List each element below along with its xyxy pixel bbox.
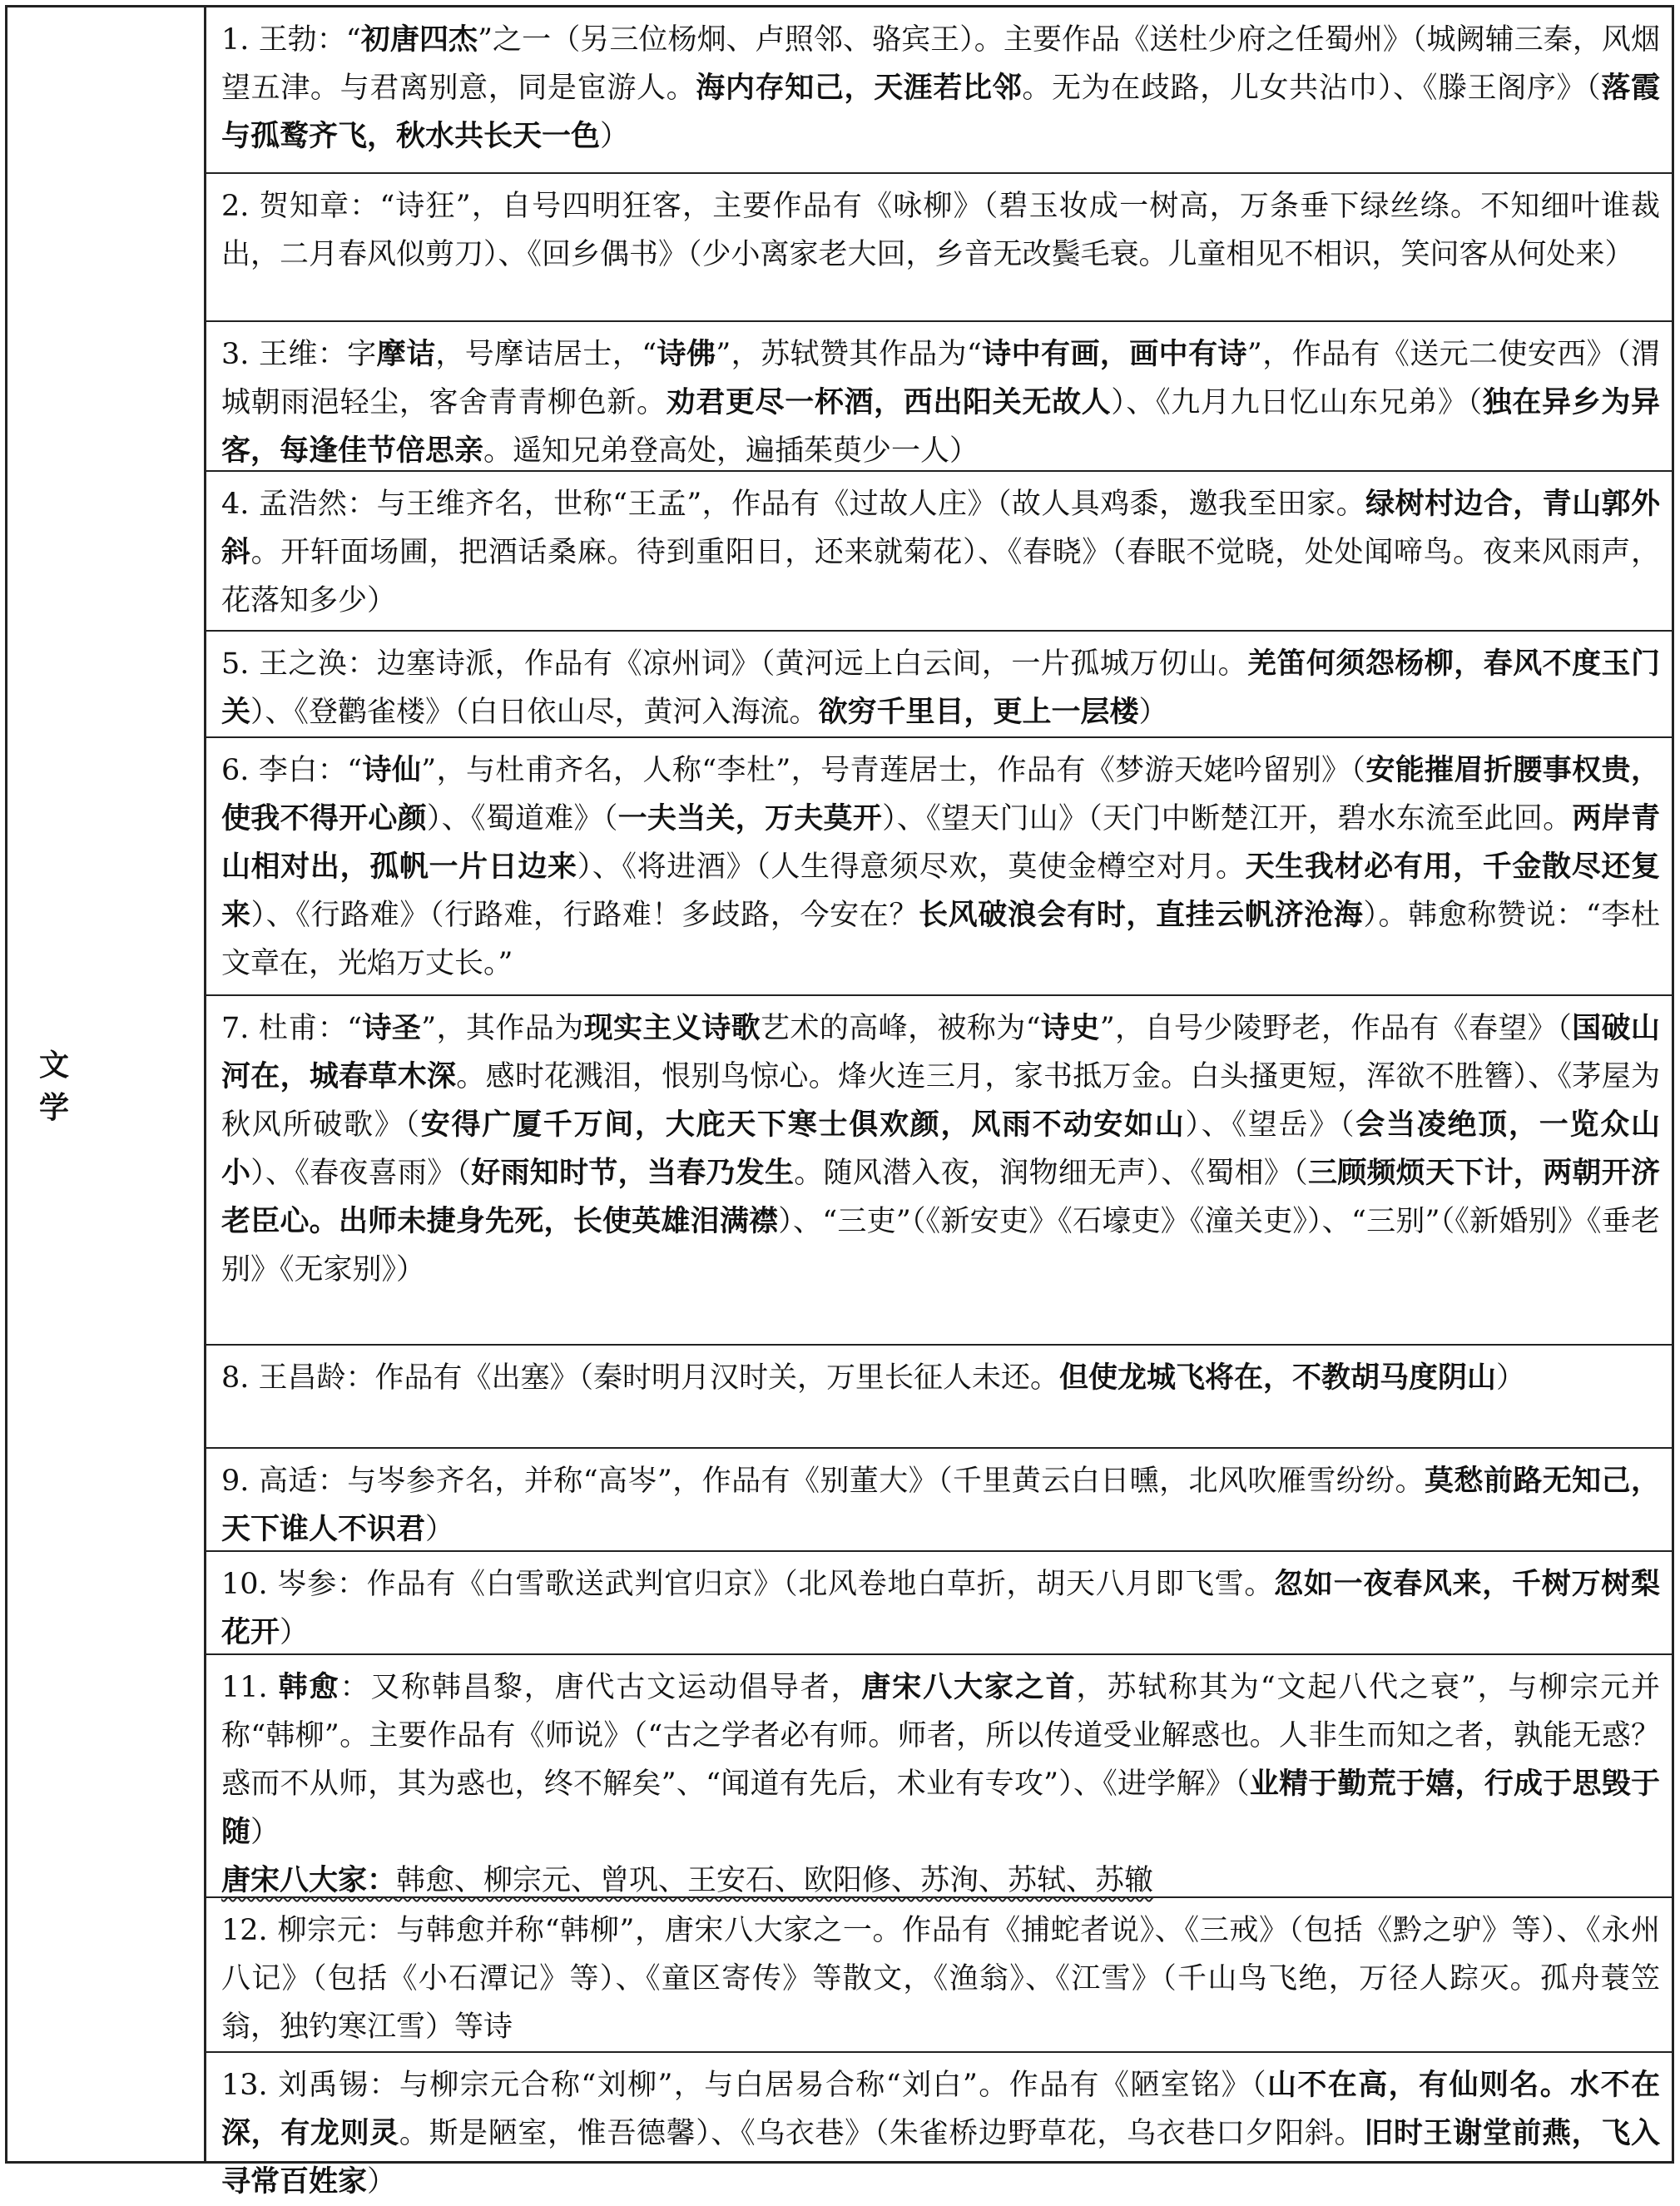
note-text: 韩愈、柳宗元、曾巩、王安石、欧阳修、苏洵、苏轼、苏辙	[396, 1864, 1154, 1897]
highlight-text: 诗佛	[657, 338, 716, 371]
entry-text: ”，其作品为	[421, 1012, 584, 1045]
note-label: 唐宋八大家：	[221, 1864, 397, 1897]
highlight-text: 安得广厦千万间，大庇天下寒士俱欢颜，风雨不动安如山	[420, 1108, 1186, 1142]
highlight-text: 山不在高，有仙则名。水不在深，有龙则灵	[221, 2069, 1660, 2150]
entry-text: 4. 孟浩然：与王维齐名，世称“王孟”，作品有《过故人庄》（故人具鸡黍，邀我至田家。	[221, 488, 1366, 521]
highlight-text: 两岸青山相对出，孤帆一片日边来	[221, 802, 1660, 884]
entry-text: ）	[280, 1616, 310, 1649]
entry-text: 2. 贺知章：“诗狂”，自号四明狂客，主要作品有《咏柳》（碧玉妆成一树高，万条垂下绿丝绦。不知细叶谁裁出，二月春风似剪刀）、《回乡偶书》（少小离家老大回，乡音无改鬓毛衰。儿童相见不相识，笑问客从何处来）	[221, 190, 1660, 271]
entry-li-bai	[206, 738, 1672, 996]
entry-text: ）。韩愈称赞说：“李杜文章在，光焰万丈长。”	[221, 899, 1660, 980]
entry-text: ”之一（另三位杨炯、卢照邻、骆宾王）。主要作品《送杜少府之任蜀州》（城阙辅三秦，风烟望五津。与君离别意，同是宦游人。	[221, 23, 1660, 105]
highlight-text: 独在异乡为异客，每逢佳节倍思亲	[221, 386, 1660, 468]
entry-he-zhizhang	[206, 174, 1672, 322]
highlight-text: 劝君更尽一杯酒，西出阳关无故人	[666, 386, 1112, 419]
entry-text: ）	[1138, 696, 1168, 729]
entry-text: 8. 王昌龄：作品有《出塞》（秦时明月汉时关，万里长征人未还。	[221, 1361, 1060, 1395]
entry-text: 6. 李白：“	[221, 754, 363, 787]
category-label: 文 学	[39, 1048, 102, 1125]
highlight-text: 唐宋八大家之首	[861, 1671, 1077, 1704]
highlight-text: 忽如一夜春风来，千树万树梨花开	[221, 1568, 1660, 1649]
highlight-text: 摩诘	[376, 338, 436, 371]
highlight-text: 落霞与孤鹜齐飞，秋水共长天一色	[221, 72, 1660, 153]
entry-text: 。无为在歧路，儿女共沾巾）、《滕王阁序》（	[1022, 72, 1602, 105]
literature-table	[5, 5, 1674, 2199]
entry-text: 12. 柳宗元：与韩愈并称“韩柳”，唐宋八大家之一。作品有《捕蛇者说》、《三戒》（包括《黔之驴》等）、《永州八记》（包括《小石潭记》等）、《童区寄传》等散文，《渔翁》、《江雪》（千山鸟飞绝，万径人踪灭。孤舟蓑笠翁，独钓寒江雪）等诗	[221, 1914, 1660, 2044]
entry-liu-yuxi	[206, 2053, 1672, 2199]
highlight-text: 天生我材必有用，千金散尽还复来	[221, 850, 1660, 932]
entry-text: ”，自号少陵野老，作品有《春望》（	[1099, 1012, 1573, 1045]
highlight-text: 诗仙	[362, 754, 422, 787]
entry-liu-zongyuan	[206, 1898, 1672, 2053]
entry-text: 11.	[221, 1671, 279, 1704]
entries-column	[206, 7, 1672, 2199]
entry-text: 5. 王之涣：边塞诗派，作品有《凉州词》（黄河远上白云间，一片孤城万仞山。	[221, 647, 1248, 681]
highlight-text: 羌笛何须怨杨柳，春风不度玉门关	[221, 647, 1660, 729]
entry-text: ）、《将进酒》（人生得意须尽欢，莫使金樽空对月。	[577, 850, 1246, 884]
entry-text: ）	[1496, 1361, 1526, 1395]
entry-text: ）、《蜀道难》（	[426, 802, 618, 835]
entry-text: ）、《望岳》（	[1185, 1108, 1356, 1142]
entry-text: 。感时花溅泪，恨别鸟惊心。烽火连三月，家书抵万金。白头搔更短，浑欲不胜簪）、《茅屋为秋风所破歌》（	[221, 1060, 1660, 1142]
entry-wang-bo	[206, 7, 1672, 174]
highlight-text: 会当凌绝顶，一览众山小	[221, 1108, 1660, 1190]
highlight-text: 一夫当关，万夫莫开	[617, 802, 883, 835]
entry-text: ）、《望天门山》（天门中断楚江开，碧水东流至此回。	[882, 802, 1573, 835]
entry-text: 。随风潜入夜，润物细无声）、《蜀相》（	[794, 1157, 1308, 1190]
entry-text: ”，作品有《送元二使安西》（渭城朝雨浥轻尘，客舍青青柳色新。	[221, 338, 1660, 419]
entry-wang-zhihuan	[206, 632, 1672, 738]
entry-text: ）、《行路难》（行路难，行路难！多歧路，今安在？	[250, 899, 919, 932]
highlight-text: 绿树村边合，青山郭外斜	[221, 488, 1660, 569]
entry-text: 。斯是陋室，惟吾德馨）、《乌衣巷》（朱雀桥边野草花，乌衣巷口夕阳斜。	[399, 2117, 1365, 2150]
entry-text: ）、“三吏”（《新安吏》《石壕吏》《潼关吏》）、“三别”（《新婚别》《垂老别》《无家别》）	[221, 1205, 1660, 1286]
highlight-text: 现实主义诗歌	[583, 1012, 761, 1045]
entry-text: 3. 王维：字	[221, 338, 377, 371]
entry-wang-changling	[206, 1346, 1672, 1449]
entry-text: 1. 王勃：“	[221, 23, 361, 57]
highlight-text: 韩愈	[278, 1671, 340, 1704]
entry-cen-shen	[206, 1552, 1672, 1655]
highlight-text: 旧时王谢堂前燕，飞入寻常百姓家	[221, 2117, 1660, 2199]
entry-text: 9. 高适：与岑参齐名，并称“高岑”，作品有《别董大》（千里黄云白日曛，北风吹雁雪纷纷。	[221, 1465, 1425, 1498]
highlight-text: 欲穷千里目，更上一层楼	[818, 696, 1139, 729]
entry-text: ）	[600, 120, 630, 153]
entry-text: ”，与杜甫齐名，人称“李杜”，号青莲居士，作品有《梦游天姥吟留别》（	[421, 754, 1366, 787]
entry-text: ）、《春夜喜雨》（	[250, 1157, 472, 1190]
entry-text: ”，苏轼赞其作品为“	[716, 338, 982, 371]
entry-text: 7. 杜甫：“	[221, 1012, 363, 1045]
entry-text: ）	[425, 1513, 455, 1546]
entry-text: 艺术的高峰，被称为“	[761, 1012, 1041, 1045]
entry-han-yu	[206, 1655, 1672, 1898]
highlight-text: 但使龙城飞将在，不教胡马度阴山	[1059, 1361, 1497, 1395]
entry-wang-wei	[206, 322, 1672, 472]
highlight-text: 长风破浪会有时，直挂云帆济沧海	[919, 899, 1364, 932]
entry-text: 13. 刘禹锡：与柳宗元合称“刘柳”，与白居易合称“刘白”。作品有《陋室铭》（	[221, 2069, 1267, 2102]
entry-text: 。遥知兄弟登高处，遍插茱萸少一人）	[483, 434, 979, 468]
entry-text: ，苏轼称其为“文起八代之衰”，与柳宗元并称“韩柳”。主要作品有《师说》（“古之学者必有师。师者，所以传道受业解惑也。人非生而知之者，孰能无惑？惑而不从师，其为惑也，终不解矣”、“闻道有先后，术业有专攻”）、《进学解》（	[221, 1671, 1660, 1801]
entry-meng-haoran	[206, 472, 1672, 632]
category-cell	[7, 7, 206, 2161]
entry-text: ）	[250, 1816, 280, 1849]
highlight-text: 好雨知时节，当春乃发生	[471, 1157, 795, 1190]
highlight-text: 业精于勤荒于嬉，行成于思毁于随	[221, 1767, 1660, 1849]
entry-text: ，号摩诘居士，“	[435, 338, 657, 371]
highlight-text: 三顾频烦天下计，两朝开济老臣心。出师未捷身先死，长使英雄泪满襟	[221, 1157, 1660, 1238]
highlight-text: 诗史	[1040, 1012, 1100, 1045]
entry-text: ：又称韩昌黎，唐代古文运动倡导者，	[339, 1671, 862, 1704]
entry-du-fu	[206, 996, 1672, 1346]
highlight-text: 初唐四杰	[360, 23, 478, 57]
highlight-text: 诗中有画，画中有诗	[981, 338, 1247, 371]
highlight-text: 安能摧眉折腰事权贵，使我不得开心颜	[221, 754, 1660, 835]
highlight-text: 诗圣	[362, 1012, 422, 1045]
highlight-text: 国破山河在，城春草木深	[221, 1012, 1660, 1093]
entry-gao-shi	[206, 1449, 1672, 1552]
entry-text: 。开轩面场圃，把酒话桑麻。待到重阳日，还来就菊花）、《春晓》（春眠不觉晓，处处闻啼鸟。夜来风雨声，花落知多少）	[221, 536, 1660, 617]
entry-text: ）	[367, 2165, 397, 2199]
highlight-text: 海内存知己，天涯若比邻	[696, 72, 1023, 105]
entry-text: 10. 岑参：作品有《白雪歌送武判官归京》（北风卷地白草折，胡天八月即飞雪。	[221, 1568, 1275, 1601]
highlight-text: 莫愁前路无知己，天下谁人不识君	[221, 1465, 1660, 1546]
entry-text: ）、《九月九日忆山东兄弟》（	[1111, 386, 1483, 419]
entry-text: ）、《登鹳雀楼》（白日依山尽，黄河入海流。	[250, 696, 819, 729]
